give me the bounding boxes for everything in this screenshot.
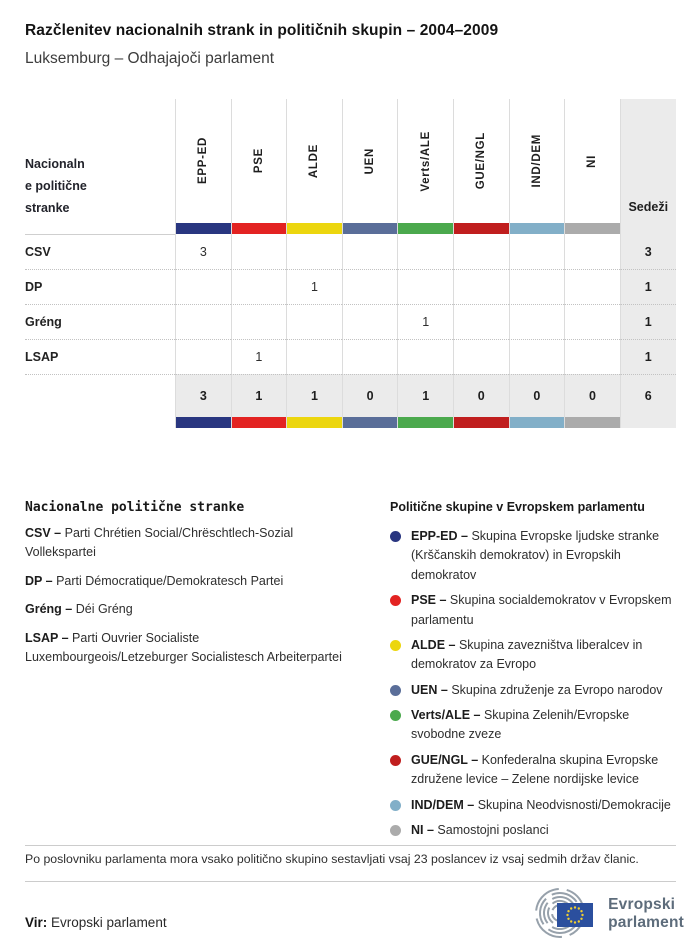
table-cell [397, 339, 453, 374]
party-legend-item: DP – Parti Démocratique/Demokratesch Partei [25, 573, 284, 588]
table-cell [342, 234, 398, 269]
group-legend-item: ALDE – Skupina zavezništva liberalcev in demokratov za Evropo [390, 636, 676, 675]
group-color-bar [453, 417, 509, 428]
table-cell [175, 269, 231, 304]
totals-cell: 1 [397, 374, 453, 417]
table-cell [175, 339, 231, 374]
groups-legend-items [390, 527, 676, 840]
corner-label: Nacionalne politične stranke [25, 157, 87, 216]
party-legend-item: Gréng – Déi Gréng [25, 602, 133, 617]
table-cell [397, 234, 453, 269]
political-groups-legend [390, 500, 676, 840]
table-cell [231, 304, 287, 339]
group-color-bar [342, 417, 398, 428]
parties-legend-heading: Nacionalne politične stranke [25, 500, 245, 515]
party-legend-item: CSV – Parti Chrétien Social/Chrëschtlech-Sozial Vollekspartei [25, 526, 294, 560]
group-color-bar [231, 223, 287, 234]
table-cell [453, 234, 509, 269]
column-header-seats: Sedeži [620, 99, 676, 223]
table-cell [231, 234, 287, 269]
groups-legend-heading: Politične skupine v Evropskem parlamentu [390, 500, 645, 514]
group-color-bar [286, 417, 342, 428]
table-cell [342, 339, 398, 374]
table-cell [342, 304, 398, 339]
group-legend-item: GUE/NGL – Konfederalna skupina Evropske združene levice – Zelene nordijske levice [390, 751, 676, 790]
table-cell [453, 304, 509, 339]
group-color-bar [564, 223, 620, 234]
column-header-pse: PSE [231, 99, 287, 223]
group-color-bar [453, 223, 509, 234]
totals-cell: 0 [509, 374, 565, 417]
row-label-lsap: LSAP [25, 339, 175, 374]
seats-cell: 1 [620, 339, 676, 374]
table-cell [175, 304, 231, 339]
table-cell [564, 304, 620, 339]
group-color-bar [342, 223, 398, 234]
table-cell [286, 339, 342, 374]
totals-seats-cell: 6 [620, 374, 676, 417]
group-color-bar [175, 417, 231, 428]
row-label-greng: Gréng [25, 304, 175, 339]
table-cell [286, 304, 342, 339]
footer-divider-bottom [25, 881, 676, 882]
table-cell [564, 339, 620, 374]
table-cell [342, 269, 398, 304]
bar-row-spacer [25, 417, 175, 428]
table-cell [397, 269, 453, 304]
group-color-dot [390, 685, 401, 696]
party-legend-item: LSAP – Parti Ouvrier Socialiste Luxembourgeois/Letzeburger Socialistesch Arbeiterpartei [25, 630, 342, 664]
seats-cell: 1 [620, 304, 676, 339]
group-color-bar [397, 223, 453, 234]
totals-cell: 1 [231, 374, 287, 417]
table-cell [564, 234, 620, 269]
group-color-dot [390, 531, 401, 542]
group-color-bar [397, 417, 453, 428]
source-label: Vir: [25, 915, 48, 930]
table-cell [286, 234, 342, 269]
group-color-dot [390, 800, 401, 811]
group-color-dot [390, 710, 401, 721]
group-color-bar [286, 223, 342, 234]
table-cell: 1 [231, 339, 287, 374]
column-header-epp-ed: EPP-ED [175, 99, 231, 223]
group-color-bar [231, 417, 287, 428]
parties-groups-table [25, 99, 676, 428]
bar-row-seats-spacer [620, 417, 676, 428]
footnote: Po poslovniku parlamenta mora vsako politično skupino sestavljati vsaj 23 poslancev iz vsaj sedmih držav članic. [25, 852, 639, 866]
row-label-csv: CSV [25, 234, 175, 269]
table-cell: 3 [175, 234, 231, 269]
totals-cell: 0 [564, 374, 620, 417]
table-cell: 1 [286, 269, 342, 304]
group-color-bar [564, 417, 620, 428]
totals-row-spacer [25, 374, 175, 417]
row-label-dp: DP [25, 269, 175, 304]
table-cell [564, 269, 620, 304]
source-text: Evropski parlament [51, 915, 167, 930]
group-color-bar [175, 223, 231, 234]
legend-section [25, 500, 676, 840]
national-parties-legend [25, 500, 362, 840]
table-cell [509, 269, 565, 304]
table-cell [453, 269, 509, 304]
totals-cell: 0 [342, 374, 398, 417]
column-header-uen: UEN [342, 99, 398, 223]
group-color-dot [390, 640, 401, 651]
totals-cell: 3 [175, 374, 231, 417]
group-legend-item: NI – Samostojni poslanci [390, 821, 676, 840]
page-title: Razčlenitev nacionalnih strank in političnih skupin – 2004–2009 [25, 22, 499, 39]
table-cell [509, 304, 565, 339]
column-header-verts-ale: Verts/ALE [397, 99, 453, 223]
group-color-bar [509, 223, 565, 234]
group-legend-item: EPP-ED – Skupina Evropske ljudske stranke (Krščanskih demokratov) in Evropskih demokratov [390, 527, 676, 585]
totals-cell: 0 [453, 374, 509, 417]
group-color-dot [390, 595, 401, 606]
group-color-bar [509, 417, 565, 428]
column-header-alde: ALDE [286, 99, 342, 223]
seats-cell: 1 [620, 269, 676, 304]
table-cell [509, 339, 565, 374]
group-legend-item: UEN – Skupina združenje za Evropo narodov [390, 681, 676, 700]
column-header-ni: NI [564, 99, 620, 223]
table-cell [231, 269, 287, 304]
european-parliament-logo [533, 885, 684, 943]
group-color-dot [390, 825, 401, 836]
table-cell: 1 [397, 304, 453, 339]
page-subtitle: Luksemburg – Odhajajoči parlament [25, 50, 274, 67]
source-line [25, 915, 167, 930]
group-legend-item: PSE – Skupina socialdemokratov v Evropskem parlamentu [390, 591, 676, 630]
group-color-dot [390, 755, 401, 766]
bar-row-seats-spacer [620, 223, 676, 234]
footer-divider-top [25, 845, 676, 846]
group-legend-item: Verts/ALE – Skupina Zelenih/Evropske svobodne zveze [390, 706, 676, 745]
seats-cell: 3 [620, 234, 676, 269]
table-cell [509, 234, 565, 269]
table-corner-header [25, 99, 175, 223]
table-cell [453, 339, 509, 374]
bar-row-spacer [25, 223, 175, 234]
column-header-gue-ngl: GUE/NGL [453, 99, 509, 223]
column-header-ind-dem: IND/DEM [509, 99, 565, 223]
ep-logo-text: Evropski parlament [608, 895, 684, 931]
ep-hemicycle-icon [533, 885, 599, 943]
group-legend-item: IND/DEM – Skupina Neodvisnosti/Demokracije [390, 796, 676, 815]
totals-cell: 1 [286, 374, 342, 417]
